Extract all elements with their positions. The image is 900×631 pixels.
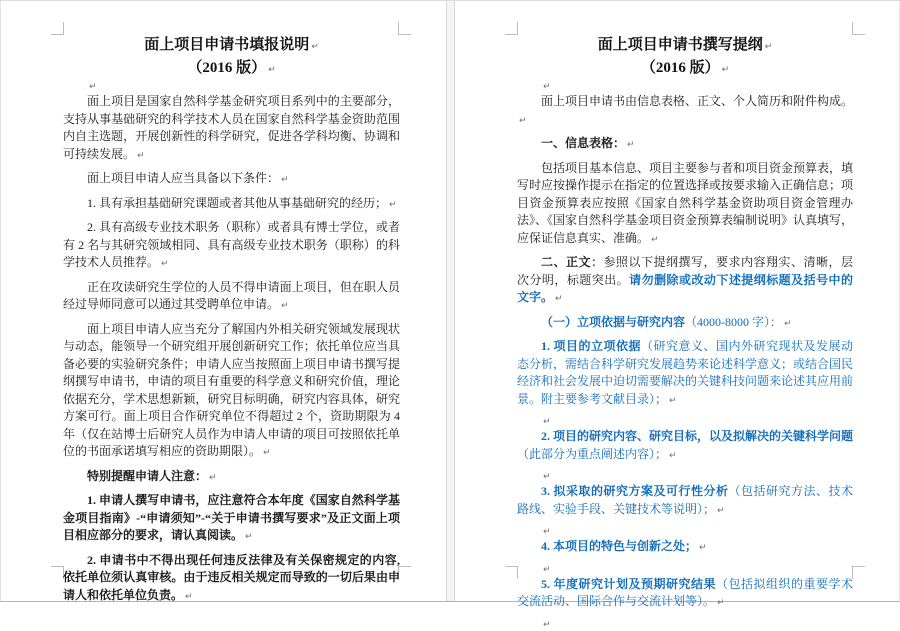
paragraph-mark: ↵ bbox=[543, 619, 551, 630]
page-content bbox=[517, 34, 853, 631]
paragraph-mark: ↵ bbox=[699, 543, 707, 553]
paragraph-mark: ↵ bbox=[784, 318, 792, 329]
paragraph bbox=[63, 552, 400, 607]
page-left bbox=[0, 1, 446, 601]
blank-line bbox=[517, 470, 853, 481]
text-run: 正在攻读研究生学位的人员不得申请面上项目，但在职人员经过导师同意可以通过其受聘单位申请。 bbox=[63, 279, 400, 311]
text-run: （包括拟组织的重要学术交流活动、国际合作与交流计划等）。 bbox=[517, 576, 853, 608]
paragraph-mark: ↵ bbox=[389, 199, 397, 210]
paragraph bbox=[517, 135, 853, 155]
text-run: 面上项目申请人应当充分了解国内外相关研究领域发展现状与动态，能领导一个研究组开展创新研究工作；依托单位应当具备必要的实验研究条件；申请人应当按照面上项目申请书撰写提纲撰写申请书，申请的项目有重要的科学意义和研究价值，理论依据充分，学术思想新颖，研究目标明确，研究内容具体，研究方案可行。面上项目合作研究单位不得超过 2 个，资助期限为 4 年（仅在站博士后研究人员作为申请人申请的项目可按照依托单位的书面承诺填写相应的资助期限）。 bbox=[63, 321, 400, 458]
blank-line bbox=[517, 415, 853, 426]
page-right bbox=[455, 1, 900, 630]
crop-mark-bottom-right bbox=[852, 566, 865, 579]
paragraph bbox=[517, 338, 853, 410]
text-run: 面上项目申请人应当具备以下条件： bbox=[87, 171, 280, 185]
paragraph bbox=[517, 93, 853, 130]
paragraph-mark: ↵ bbox=[717, 598, 725, 608]
paragraph-mark: ↵ bbox=[669, 450, 677, 461]
paragraph-mark: ↵ bbox=[651, 234, 659, 245]
paragraph bbox=[63, 321, 400, 463]
page-body bbox=[517, 80, 853, 629]
page-title-text: 面上项目申请书填报说明 bbox=[144, 37, 310, 53]
paragraph-mark: ↵ bbox=[717, 505, 725, 516]
text-run: （一）立项依据与研究内容 bbox=[541, 314, 686, 329]
text-run: 1. 申请人撰写申请书，应注意符合本年度《国家自然科学基金项目指南》-“申请须知”-“关于申请书撰写要求”及正文面上项目相应部分的要求，请认真阅读。 bbox=[63, 493, 400, 542]
paragraph-mark: ↵ bbox=[543, 472, 551, 482]
text-run: （4000-8000 字）： bbox=[685, 314, 783, 329]
blank-line bbox=[517, 618, 853, 629]
blank-line bbox=[517, 80, 853, 91]
document-spread bbox=[0, 1, 900, 630]
paragraph bbox=[63, 195, 400, 215]
paragraph bbox=[63, 170, 400, 190]
page-subtitle bbox=[63, 59, 400, 80]
text-run: （此部分为重点阐述内容）； bbox=[517, 446, 668, 461]
paragraph bbox=[63, 219, 400, 274]
paragraph bbox=[63, 279, 400, 316]
paragraph bbox=[517, 428, 853, 465]
paragraph-mark: ↵ bbox=[555, 294, 563, 304]
paragraph-mark: ↵ bbox=[281, 175, 289, 185]
text-run: 二、正文 bbox=[541, 255, 591, 269]
paragraph bbox=[517, 314, 853, 334]
paragraph-mark: ↵ bbox=[543, 564, 551, 575]
page-title-text: 面上项目申请书撰写提纲 bbox=[597, 37, 763, 53]
text-run: 2. 申请书中不得出现任何违反法律及有关保密规定的内容,依托单位须认真审核。由于违反相关规定而导致的一切后果由申请人和依托单位负责。 bbox=[63, 552, 400, 602]
page-subtitle bbox=[517, 59, 853, 80]
text-run: （包括研究方法、技术路线、实验手段、关键技术等说明）； bbox=[517, 484, 853, 516]
crop-mark-top-right bbox=[852, 22, 865, 35]
text-run: 2. 项目的研究内容、研究目标，以及拟解决的关键科学问题 bbox=[541, 429, 854, 443]
text-run: 特别提醒申请人注意： bbox=[87, 468, 208, 483]
paragraph-mark: ↵ bbox=[209, 472, 217, 483]
paragraph bbox=[63, 93, 400, 165]
paragraph-mark: ↵ bbox=[669, 395, 677, 406]
text-run: ： bbox=[591, 255, 604, 269]
paragraph bbox=[63, 468, 400, 488]
text-run: 参照以下提纲撰写，要求内容翔实、清晰，层次分明，标题突出。 bbox=[517, 255, 853, 287]
page-content bbox=[63, 34, 400, 611]
text-run: 2. 具有高级专业技术职务（职称）或者具有博士学位，或者有 2 名与其研究领域相同、具有高级专业技术职务（职称）的科学技术人员推荐。 bbox=[63, 220, 400, 269]
paragraph bbox=[517, 254, 853, 309]
paragraph-mark: ↵ bbox=[185, 591, 193, 602]
page-subtitle-text: （2016 版） bbox=[640, 60, 720, 76]
text-run: 1. 具有承担基础研究课题或者其他从事基础研究的经历； bbox=[87, 195, 388, 210]
paragraph-mark: ↵ bbox=[281, 301, 289, 311]
text-run: 3. 拟采取的研究方案及可行性分析 bbox=[541, 484, 729, 498]
paragraph-mark: ↵ bbox=[137, 150, 145, 161]
text-run: 面上项目是国家自然科学基金研究项目系列中的主要部分，支持从事基础研究的科学技术人员在国家自然科学基金资助范围内自主选题，开展创新性的科学研究，促进各学科均衡、协调和可持续发展。 bbox=[63, 94, 400, 161]
paragraph bbox=[517, 538, 853, 558]
paragraph-mark: ↵ bbox=[519, 115, 527, 126]
paragraph-mark: ↵ bbox=[543, 527, 551, 537]
blank-line bbox=[517, 563, 853, 574]
page-divider bbox=[446, 1, 455, 601]
text-run: 5. 年度研究计划及预期研究结果 bbox=[541, 576, 716, 591]
paragraph-mark: ↵ bbox=[764, 42, 773, 52]
page-subtitle-text: （2016 版） bbox=[187, 60, 267, 76]
text-run: 包括项目基本信息、项目主要参与者和项目资金预算表，填写时应按操作提示在指定的位置选择或按要求输入正确信息；项目资金预算表应按照《国家自然科学基金资助项目资金管理办法》、《国家自然科学基金项目资金预算表编制说明》认真填写，应保证信息真实、准确。 bbox=[517, 160, 854, 245]
text-run: 4. 本项目的特色与创新之处； bbox=[541, 539, 698, 553]
page-title bbox=[63, 36, 400, 57]
paragraph-mark: ↵ bbox=[543, 417, 551, 427]
paragraph-mark: ↵ bbox=[543, 82, 551, 92]
blank-line bbox=[63, 80, 400, 91]
blank-line bbox=[517, 525, 853, 536]
paragraph-mark: ↵ bbox=[268, 65, 276, 75]
page-title bbox=[517, 36, 853, 57]
paragraph bbox=[63, 492, 400, 547]
text-run: 面上项目申请书由信息表格、正文、个人简历和附件构成。 bbox=[541, 94, 854, 108]
paragraph-mark: ↵ bbox=[161, 259, 169, 269]
paragraph bbox=[517, 160, 853, 250]
paragraph bbox=[517, 483, 853, 520]
paragraph-mark: ↵ bbox=[245, 532, 253, 542]
paragraph-mark: ↵ bbox=[721, 65, 730, 75]
page-body bbox=[63, 80, 400, 606]
paragraph-mark: ↵ bbox=[627, 140, 635, 150]
text-run: 一、信息表格： bbox=[541, 136, 626, 150]
text-run: 请勿删除或改动下述提纲标题及括号中的文字。 bbox=[517, 272, 853, 304]
paragraph-mark: ↵ bbox=[311, 42, 319, 52]
text-run: 1. 项目的立项依据 bbox=[541, 339, 641, 353]
paragraph-mark: ↵ bbox=[263, 448, 271, 458]
paragraph-mark: ↵ bbox=[89, 82, 97, 92]
text-run: （研究意义、国内外研究现状及发展动态分析，需结合科学研究发展趋势来论述科学意义；或结合国民经济和社会发展中迫切需要解决的关键科技问题来论述其应用前景。附主要参考文献目录）； bbox=[517, 339, 854, 406]
